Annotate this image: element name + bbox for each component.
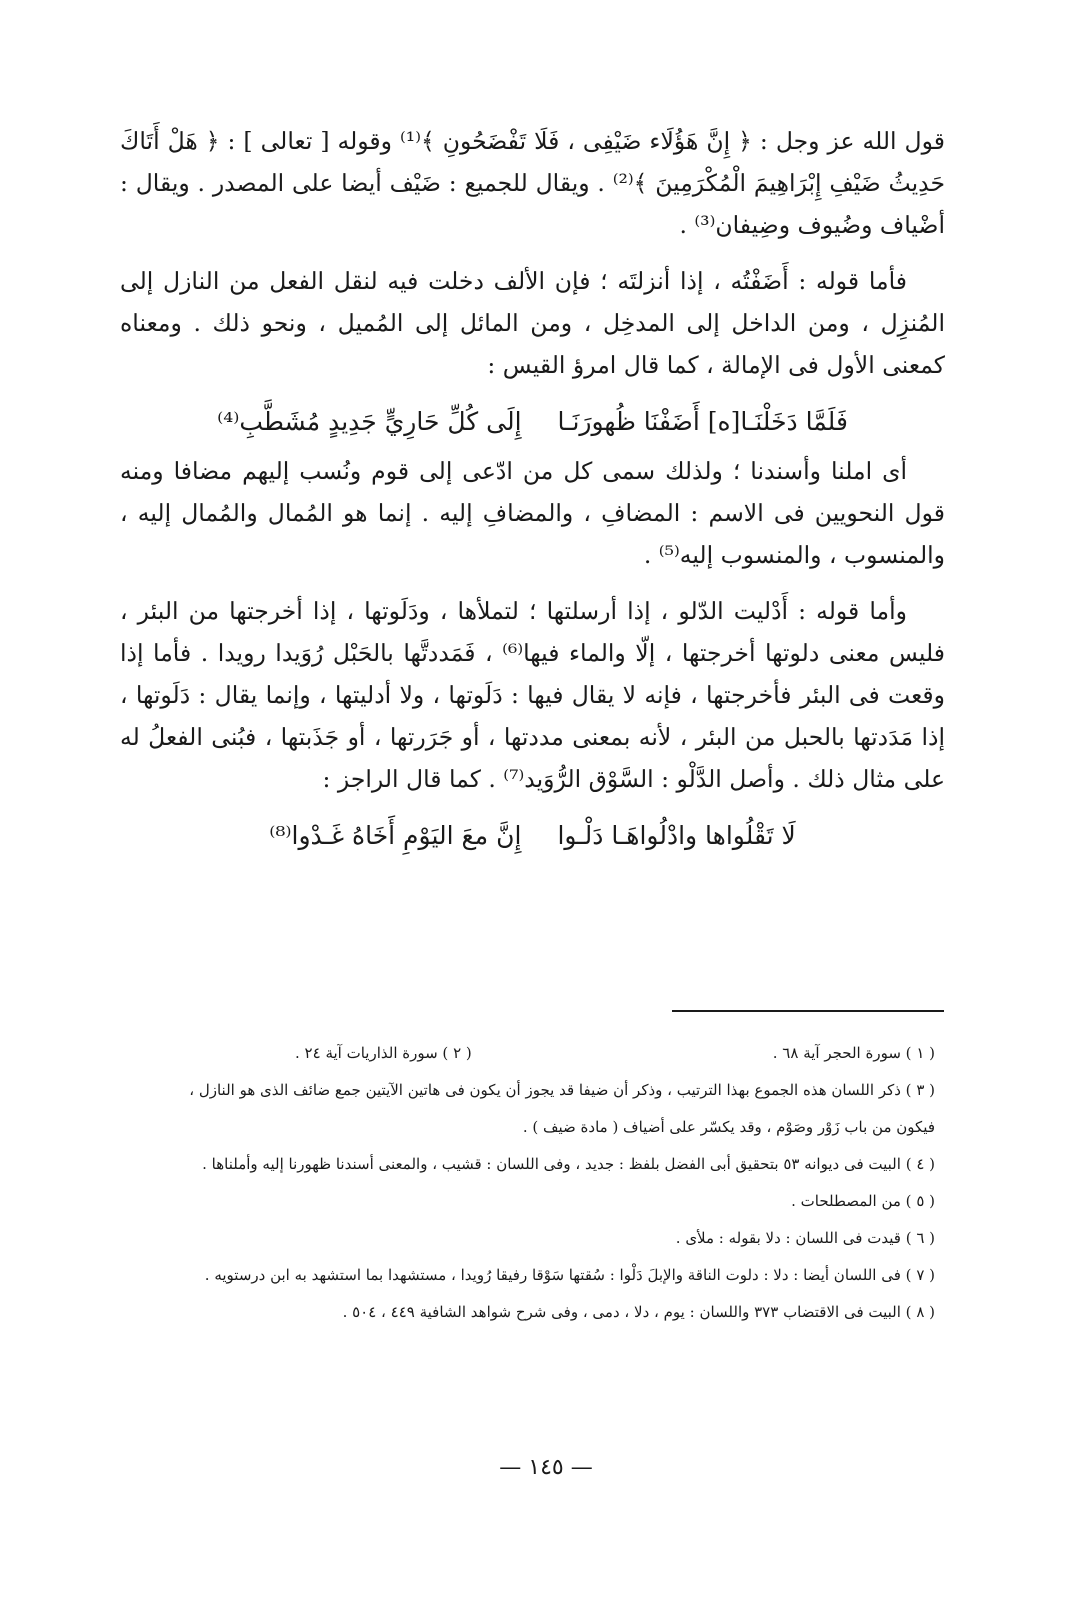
footnote-7: ( ٧ ) فى اللسان أيضا : دلا : دلوت الناقة والإبلَ دَلْوا : سُقتها سَوْقا رفيقا رُويدا ، مستشهدا بما استشهد به ابن درستويه . <box>204 1266 935 1284</box>
verse-1 <box>120 400 945 444</box>
footnote-6: ( ٦ ) قيدت فى اللسان : دلا بقوله : ملأى . <box>675 1229 935 1247</box>
footnote-3-line-1: ( ٣ ) ذكر اللسان هذه الجموع بهذا الترتيب ، وذكر أن ضيفا قد يجوز أن يكون فى هاتين الآيتين جمع ضائف الذى هو النازل ، <box>189 1081 935 1099</box>
footnote-1: ( ١ ) سورة الحجر آية ٦٨ . <box>772 1044 935 1062</box>
footnote-row-1-2 <box>295 1035 935 1072</box>
footnote-5: ( ٥ ) من المصطلحات . <box>791 1192 935 1210</box>
footnote-4: ( ٤ ) البيت فى ديوانه ٥٣ بتحقيق أبى الفضل بلفظ : جديد ، وفى اللسان : قشيب ، والمعنى أسندنا ظهورنا إليه وأملناها . <box>202 1155 935 1173</box>
verse-2-second-hemistich: إِنَّ معَ اليَوْمِ أَخَاهُ غَـدْوا⁽⁸⁾ <box>269 821 522 850</box>
paragraph-2: فأما قوله : أَضَفْتُه ، إذا أنزلتَه ؛ فإن الألف دخلت فيه لنقل الفعل من النازل إلى المُنزِل ، ومن الداخل إلى المدخِل ، ومن المائل إلى المُميل ، ونحو ذلك . ومعناه كمعنى الأول فى الإمالة ، كما قال امرؤ القيس : <box>120 267 945 379</box>
footnote-2: ( ٢ ) سورة الذاريات آية ٢٤ . <box>295 1044 472 1062</box>
footnotes <box>110 1035 935 1331</box>
footnote-divider <box>672 1010 944 1012</box>
page-number: — ١٤٥ — <box>499 1455 593 1480</box>
verse-2 <box>120 814 945 858</box>
paragraph-4: وأما قوله : أَدْليت الدّلو ، إذا أرسلتها ؛ لتملأها ، ودَلَوتها ، إذا أخرجتها من البئر ، فليس معنى دلوتها أخرجتها ، إلّا والماء فيها⁽⁶⁾ ، فَمَددتَّها بالحَبْل رُوَيدا رويدا . فأما إذا وقعت فى البئر فأخرجتها ، فإنه لا يقال فيها : دَلَوتها ، ولا أدليتها ، وإنما يقال : دَلَوتها ، إذا مَدَدتها بالحبل من البئر ، لأنه بمعنى مددتها ، أو جَرَرتها ، أو جَذَبتها ، فبُنى الفعلُ له على مثال ذلك . وأصل الدَّلْو : السَّوْق الرُّوَيد⁽⁷⁾ . كما قال الراجز : <box>120 597 946 793</box>
footnote-3-line-2: فيكون من باب زَوْر وصَوْم ، وقد يكسّر على أضياف ( مادة ضيف ) . <box>522 1118 935 1136</box>
verse-1-first-hemistich: فَلَمَّا دَخَلْنَـا[ه] أَضَفْنَا ظُهورَنَـا <box>557 407 848 436</box>
paragraph-1: قول الله عز وجل : ﴿ إِنَّ هَؤُلَاء ضَيْفِى ، فَلَا تَفْضَحُونِ ﴾⁽¹⁾ وقوله [ تعالى ] : ﴿ هَلْ أَتَاكَ حَدِيثُ ضَيْفِ إِبْرَاهِيمَ الْمُكْرَمِينَ ﴾⁽²⁾ . ويقال للجميع : ضَيْف أيضا على المصدر . ويقال : أضْياف وضُيوف وضِيفان⁽³⁾ . <box>120 127 945 239</box>
verse-2-first-hemistich: لَا تَقْلُواها وادْلُواهَـا دَلْـوا <box>557 821 796 850</box>
footnote-8: ( ٨ ) البيت فى الاقتضاب ٣٧٣ واللسان : يوم ، دلا ، دمى ، وفى شرح شواهد الشافية ٤٤٩ ، ٥٠٤ . <box>342 1303 935 1321</box>
verse-1-second-hemistich: إِلَى كُلِّ حَارِيٍّ جَدِيدٍ مُشَطَّبِ⁽⁴⁾ <box>217 407 522 436</box>
paragraph-3: أى املنا وأسندنا ؛ ولذلك سمى كل من ادّعى إلى قوم ونُسب إليهم مضافا ومنه قول النحويين فى الاسم : المضافِ ، والمضافِ إليه . إنما هو المُمال والمُمال إليه ، والمنسوب ، والمنسوب إليه⁽⁵⁾ . <box>120 457 945 569</box>
page-body <box>120 120 945 864</box>
